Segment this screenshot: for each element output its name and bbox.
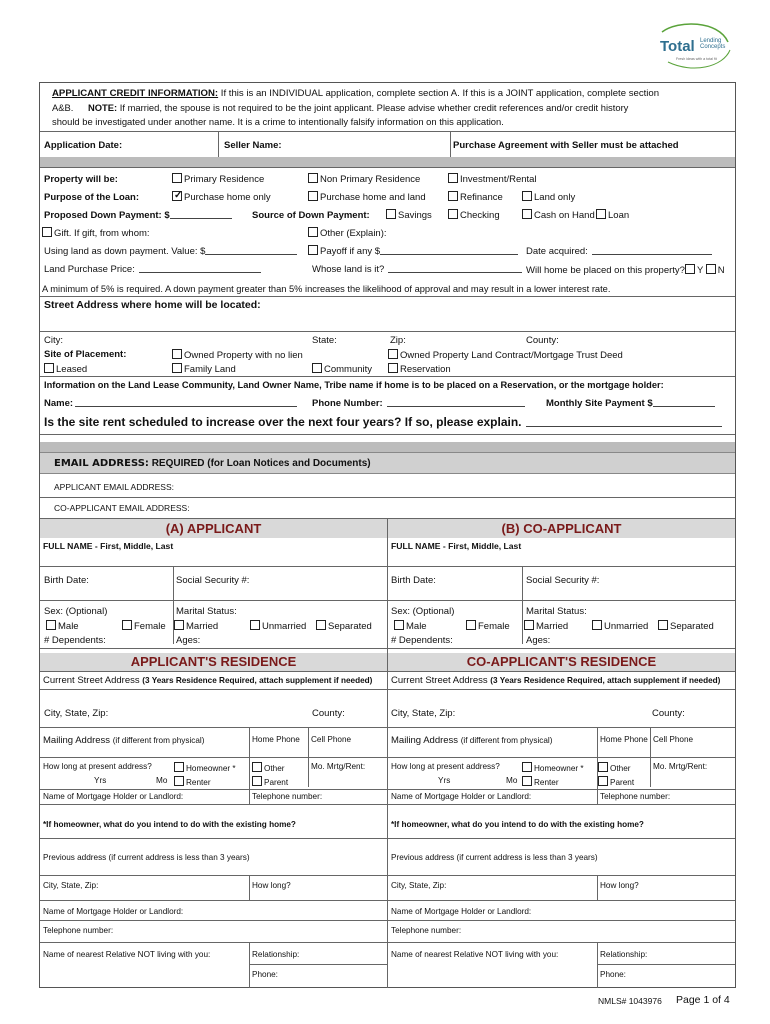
coapplicant-email-label: CO-APPLICANT EMAIL ADDRESS: (54, 503, 190, 513)
site-leased-label: Leased (56, 364, 88, 375)
logo-sub2: Concepts (700, 44, 726, 50)
checkbox-icon[interactable] (172, 173, 182, 183)
parent-label: Parent (610, 778, 635, 787)
placed-yes: Y (696, 265, 704, 276)
intro-line1 (52, 88, 659, 99)
checkbox-icon[interactable] (448, 209, 458, 219)
site-owned-contract[interactable] (388, 349, 623, 361)
checkbox-icon[interactable] (46, 620, 56, 630)
company-logo (648, 22, 734, 70)
rent-explain-field[interactable] (526, 416, 722, 427)
site-rent-row (546, 398, 715, 409)
checked-checkbox-icon[interactable] (172, 191, 182, 201)
applicant-sex-label: Sex: (Optional) (44, 606, 108, 617)
intro-text2: If married, the spouse is not required to be the joint applicant. Please advise whether credit references and/or credit history (119, 102, 629, 113)
property-investment-label: Investment/Rental (460, 174, 537, 185)
footer-page: Page 1 of 4 (676, 994, 730, 1006)
checkbox-icon[interactable] (658, 620, 668, 630)
gift-option[interactable] (42, 227, 150, 239)
email-heading: EMAIL ADDRESS: (54, 458, 149, 469)
coapplicant-birth-label: Birth Date: (391, 575, 436, 586)
site-name-label: Name: (44, 398, 74, 409)
land-price-label: Land Purchase Price: (44, 264, 135, 275)
coapplicant-separated[interactable] (658, 620, 714, 632)
applicant-cell-phone: Cell Phone (311, 735, 352, 744)
placed-row (526, 264, 725, 276)
site-family-land[interactable] (172, 363, 236, 375)
site-name-field[interactable] (75, 398, 297, 407)
renter-label: Renter (534, 778, 559, 787)
property-non-primary[interactable] (308, 173, 420, 185)
payoff-option[interactable] (308, 245, 518, 257)
checkbox-icon[interactable] (172, 363, 182, 373)
checkbox-icon[interactable] (308, 227, 318, 237)
seller-name-label: Seller Name: (224, 140, 282, 151)
coapplicant-how-long2: How long? (600, 881, 639, 890)
source-cash-label: Cash on Hand (534, 210, 595, 221)
checkbox-icon[interactable] (706, 264, 716, 274)
applicant-mo: Mo (156, 776, 168, 785)
site-community-label: Community (324, 364, 373, 375)
unmarried-label: Unmarried (604, 621, 649, 632)
coapplicant-marital-label: Marital Status: (526, 606, 587, 617)
checkbox-icon[interactable] (252, 776, 262, 786)
whose-land-label: Whose land is it? (312, 264, 385, 275)
coapplicant-renter[interactable] (522, 776, 559, 787)
applicant-previous: Previous address (if current address is less than 3 years) (43, 853, 250, 862)
coapplicant-relationship: Relationship: (600, 950, 648, 959)
full-name-label: FULL NAME - (391, 541, 446, 551)
coapplicant-residence-heading: CO-APPLICANT'S RESIDENCE (388, 653, 735, 671)
date-acquired-field[interactable] (592, 246, 712, 255)
checkbox-icon[interactable] (122, 620, 132, 630)
checkbox-icon[interactable] (598, 762, 608, 772)
intro-line2 (52, 102, 628, 113)
coapplicant-ssn-label: Social Security #: (526, 575, 600, 586)
whose-land-field[interactable] (388, 264, 522, 273)
coapplicant-mo: Mo (506, 776, 518, 785)
coapplicant-home-phone: Home Phone (600, 735, 648, 744)
down-payment-text: Proposed Down Payment: $ (44, 210, 170, 221)
site-owned-no-lien[interactable] (172, 349, 303, 361)
coapplicant-heading: (B) CO-APPLICANT (388, 519, 735, 538)
checkbox-icon[interactable] (522, 191, 532, 201)
source-cash[interactable] (522, 209, 595, 221)
applicant-married[interactable] (174, 620, 218, 632)
logo-text: Total (660, 38, 695, 55)
site-phone-label: Phone Number: (312, 398, 383, 409)
applicant-how-long2: How long? (252, 881, 291, 890)
checkbox-icon[interactable] (598, 776, 608, 786)
property-label: Property will be: (44, 174, 118, 185)
street-heading: Street Address where home will be located: (44, 299, 261, 311)
applicant-renter[interactable] (174, 776, 211, 787)
coapplicant-holder: Name of Mortgage Holder or Landlord: (391, 792, 532, 801)
coapplicant-yrs: Yrs (438, 776, 451, 785)
note-label: NOTE: (87, 102, 118, 113)
coapplicant-how-long: How long at present address? (391, 762, 500, 771)
current-address-note: (3 Years Residence Required, attach supplement if needed) (142, 676, 373, 685)
applicant-separated[interactable] (316, 620, 372, 632)
male-label: Male (58, 621, 79, 632)
intro-text1: If this is an INDIVIDUAL application, complete section A. If this is a JOINT application, complete section (220, 88, 660, 99)
coapplicant-telephone: Telephone number: (600, 792, 671, 801)
source-loan-label: Loan (608, 210, 630, 221)
logo-tagline: Fresh ideas with a total fit (676, 57, 717, 61)
applicant-telephone2: Telephone number: (43, 926, 114, 935)
coapplicant-full-name (391, 541, 521, 551)
checkbox-icon[interactable] (250, 620, 260, 630)
applicant-parent[interactable] (252, 776, 288, 787)
applicant-heading: (A) APPLICANT (40, 519, 387, 538)
current-address-label: Current Street Address (391, 675, 488, 686)
applicant-city-label: City, State, Zip: (44, 708, 109, 719)
coapplicant-relative: Name of nearest Relative NOT living with you: (391, 950, 559, 959)
site-leased[interactable] (44, 363, 87, 375)
coapplicant-mo-mrtg: Mo. Mrtg/Rent: (653, 762, 708, 771)
site-name-row (44, 398, 297, 409)
coapplicant-county-label: County: (652, 708, 685, 719)
coapplicant-ages-label: Ages: (526, 635, 551, 646)
email-heading-row (54, 458, 371, 469)
city-label: City: (44, 335, 63, 346)
payoff-label: Payoff if any $ (320, 246, 381, 257)
applicant-ssn-label: Social Security #: (176, 575, 250, 586)
applicant-yrs: Yrs (94, 776, 107, 785)
checkbox-icon[interactable] (448, 173, 458, 183)
married-label: Married (536, 621, 569, 632)
full-name-hint: First, Middle, Last (100, 541, 174, 551)
coapplicant-parent[interactable] (598, 776, 634, 787)
coapplicant-city2: City, State, Zip: (391, 881, 447, 890)
grey-band (40, 442, 735, 452)
other-label: Other (264, 764, 285, 773)
down-payment-label (44, 210, 232, 221)
application-date-label: Application Date: (44, 140, 123, 151)
applicant-email-label: APPLICANT EMAIL ADDRESS: (54, 482, 174, 492)
coapplicant-previous: Previous address (if current address is less than 3 years) (391, 853, 598, 862)
coapplicant-holder2: Name of Mortgage Holder or Landlord: (391, 907, 532, 916)
checkbox-icon[interactable] (685, 264, 695, 274)
site-family-land-label: Family Land (184, 364, 236, 375)
applicant-residence-heading: APPLICANT'S RESIDENCE (40, 653, 387, 671)
male-label: Male (406, 621, 427, 632)
separated-label: Separated (670, 621, 714, 632)
applicant-other[interactable] (252, 762, 284, 773)
land-price-field[interactable] (139, 264, 261, 273)
applicant-county-label: County: (312, 708, 345, 719)
property-non-primary-label: Non Primary Residence (320, 174, 421, 185)
coapplicant-married[interactable] (524, 620, 568, 632)
purpose-home-only-label: Purchase home only (184, 192, 271, 203)
parent-label: Parent (264, 778, 289, 787)
site-info: Information on the Land Lease Community, Land Owner Name, Tribe name if home is to be placed on a Reservation, or the mortgage holder: (44, 380, 664, 390)
purchase-agreement-label: Purchase Agreement with Seller must be attached (453, 140, 679, 151)
site-owned-no-lien-label: Owned Property with no lien (184, 350, 303, 361)
homeowner-label: Homeowner * (534, 764, 584, 773)
land-price-row (44, 264, 261, 275)
site-rent-field[interactable] (653, 398, 715, 407)
site-reservation-label: Reservation (400, 364, 451, 375)
current-address-label: Current Street Address (43, 675, 140, 686)
applicant-birth-label: Birth Date: (44, 575, 89, 586)
checkbox-icon[interactable] (174, 762, 184, 772)
mailing-note: (if different from physical) (460, 736, 553, 745)
other-label: Other (Explain): (320, 228, 387, 239)
purpose-home-land-label: Purchase home and land (320, 192, 426, 203)
purpose-home-only[interactable] (172, 191, 271, 203)
zip-label: Zip: (390, 335, 406, 346)
checkbox-icon[interactable] (252, 762, 262, 772)
coapplicant-sex-label: Sex: (Optional) (391, 606, 455, 617)
land-using-label: Using land as down payment. Value: $ (44, 246, 206, 257)
homeowner-label: Homeowner * (186, 764, 236, 773)
intro-line3: should be investigated under another name. It is a crime to intentionally falsify information on this application. (52, 116, 504, 127)
checkbox-icon[interactable] (172, 349, 182, 359)
checkbox-icon[interactable] (312, 363, 322, 373)
mailing-label: Mailing Address (43, 735, 111, 746)
checkbox-icon[interactable] (316, 620, 326, 630)
coapplicant-homeowner[interactable] (522, 762, 584, 773)
source-savings[interactable] (386, 209, 432, 221)
other-label: Other (610, 764, 631, 773)
checkbox-icon[interactable] (386, 209, 396, 219)
whose-land-row (312, 264, 522, 275)
applicant-homeowner-question: *If homeowner, what do you intend to do with the existing home? (43, 820, 296, 829)
date-acquired-label: Date acquired: (526, 246, 588, 257)
coapplicant-female[interactable] (466, 620, 510, 632)
email-required: REQUIRED (for Loan Notices and Documents) (151, 458, 371, 469)
purpose-land-only[interactable] (522, 191, 575, 203)
applicant-homeowner[interactable] (174, 762, 236, 773)
applicant-male[interactable] (46, 620, 79, 632)
applicant-unmarried[interactable] (250, 620, 306, 632)
property-primary-label: Primary Residence (184, 174, 265, 185)
applicant-how-long: How long at present address? (43, 762, 152, 771)
applicant-telephone: Telephone number: (252, 792, 323, 801)
applicant-phone: Phone: (252, 970, 278, 979)
applicant-home-phone: Home Phone (252, 735, 300, 744)
grey-band (40, 157, 735, 167)
source-savings-label: Savings (398, 210, 432, 221)
state-label: State: (312, 335, 337, 346)
logo-sub1: Lending (700, 38, 722, 44)
checkbox-icon[interactable] (524, 620, 534, 630)
property-primary[interactable] (172, 173, 264, 185)
applicant-marital-label: Marital Status: (176, 606, 237, 617)
source-checking-label: Checking (460, 210, 500, 221)
female-label: Female (478, 621, 510, 632)
checkbox-icon[interactable] (308, 173, 318, 183)
checkbox-icon[interactable] (388, 363, 398, 373)
applicant-holder: Name of Mortgage Holder or Landlord: (43, 792, 184, 801)
checkbox-icon[interactable] (448, 191, 458, 201)
placed-label: Will home be placed on this property? (526, 265, 685, 276)
county-label: County: (526, 335, 559, 346)
coapplicant-male[interactable] (394, 620, 427, 632)
separated-label: Separated (328, 621, 372, 632)
coapplicant-cell-phone: Cell Phone (653, 735, 694, 744)
checkbox-icon[interactable] (42, 227, 52, 237)
applicant-mailing (43, 735, 204, 746)
checkbox-icon[interactable] (174, 776, 184, 786)
married-label: Married (186, 621, 219, 632)
applicant-relative: Name of nearest Relative NOT living with you: (43, 950, 211, 959)
other-option[interactable] (308, 227, 387, 239)
property-investment[interactable] (448, 173, 537, 185)
placed-no: N (717, 265, 725, 276)
unmarried-label: Unmarried (262, 621, 307, 632)
applicant-ages-label: Ages: (176, 635, 201, 646)
checkbox-icon[interactable] (592, 620, 602, 630)
land-value-field[interactable] (205, 246, 297, 255)
checkbox-icon[interactable] (388, 349, 398, 359)
coapplicant-dependents-label: # Dependents: (391, 635, 453, 646)
renter-label: Renter (186, 778, 211, 787)
coapplicant-mailing (391, 735, 552, 746)
source-label: Source of Down Payment: (252, 210, 370, 221)
applicant-current-address (43, 675, 372, 686)
applicant-holder2: Name of Mortgage Holder or Landlord: (43, 907, 184, 916)
applicant-full-name (43, 541, 173, 551)
footer-nmls: NMLS# 1043976 (598, 996, 662, 1006)
coapplicant-other[interactable] (598, 762, 630, 773)
applicant-city2: City, State, Zip: (43, 881, 99, 890)
applicant-dependents-label: # Dependents: (44, 635, 106, 646)
source-loan[interactable] (596, 209, 629, 221)
coapplicant-phone: Phone: (600, 970, 626, 979)
land-value-row (44, 246, 297, 257)
gift-label: Gift. If gift, from whom: (54, 228, 150, 239)
coapplicant-telephone2: Telephone number: (391, 926, 462, 935)
purpose-home-land[interactable] (308, 191, 426, 203)
site-label: Site of Placement: (44, 349, 127, 360)
applicant-relationship: Relationship: (252, 950, 300, 959)
purpose-land-only-label: Land only (534, 192, 576, 203)
date-acquired-row (526, 246, 712, 257)
site-community[interactable] (312, 363, 372, 375)
mailing-note: (if different from physical) (112, 736, 205, 745)
site-phone-row (312, 398, 525, 409)
rent-question-row (44, 415, 722, 429)
checkbox-icon[interactable] (466, 620, 476, 630)
minimum-note: A minimum of 5% is required. A down payment greater than 5% increases the likelihood of approval and may result in a lower interest rate. (42, 284, 611, 294)
coapplicant-current-address (391, 675, 720, 686)
purpose-refinance-label: Refinance (460, 192, 503, 203)
applicant-female[interactable] (122, 620, 166, 632)
applicant-mo-mrtg: Mo. Mrtg/Rent: (311, 762, 366, 771)
current-address-note: (3 Years Residence Required, attach supplement if needed) (490, 676, 721, 685)
payoff-field[interactable] (380, 246, 518, 255)
site-owned-contract-label: Owned Property Land Contract/Mortgage Trust Deed (400, 350, 623, 361)
checkbox-icon[interactable] (174, 620, 184, 630)
purpose-refinance[interactable] (448, 191, 503, 203)
intro-heading: APPLICANT CREDIT INFORMATION: (52, 88, 219, 99)
purpose-label: Purpose of the Loan: (44, 192, 139, 203)
checkbox-icon[interactable] (394, 620, 404, 630)
checkbox-icon[interactable] (308, 245, 318, 255)
coapplicant-unmarried[interactable] (592, 620, 648, 632)
coapplicant-city-label: City, State, Zip: (391, 708, 456, 719)
mailing-label: Mailing Address (391, 735, 459, 746)
site-rent-label: Monthly Site Payment $ (546, 398, 653, 409)
female-label: Female (134, 621, 166, 632)
checkbox-icon[interactable] (522, 762, 532, 772)
down-payment-field[interactable] (170, 210, 232, 219)
checkbox-icon[interactable] (522, 776, 532, 786)
checkbox-icon[interactable] (596, 209, 606, 219)
full-name-hint: First, Middle, Last (448, 541, 522, 551)
coapplicant-homeowner-question: *If homeowner, what do you intend to do with the existing home? (391, 820, 644, 829)
source-checking[interactable] (448, 209, 500, 221)
intro-ab: A&B. (52, 102, 74, 113)
checkbox-icon[interactable] (522, 209, 532, 219)
checkbox-icon[interactable] (308, 191, 318, 201)
site-reservation[interactable] (388, 363, 451, 375)
rent-question: Is the site rent scheduled to increase over the next four years? If so, please explain. (44, 415, 522, 429)
checkbox-icon[interactable] (44, 363, 54, 373)
site-phone-field[interactable] (387, 398, 525, 407)
full-name-label: FULL NAME - (43, 541, 98, 551)
